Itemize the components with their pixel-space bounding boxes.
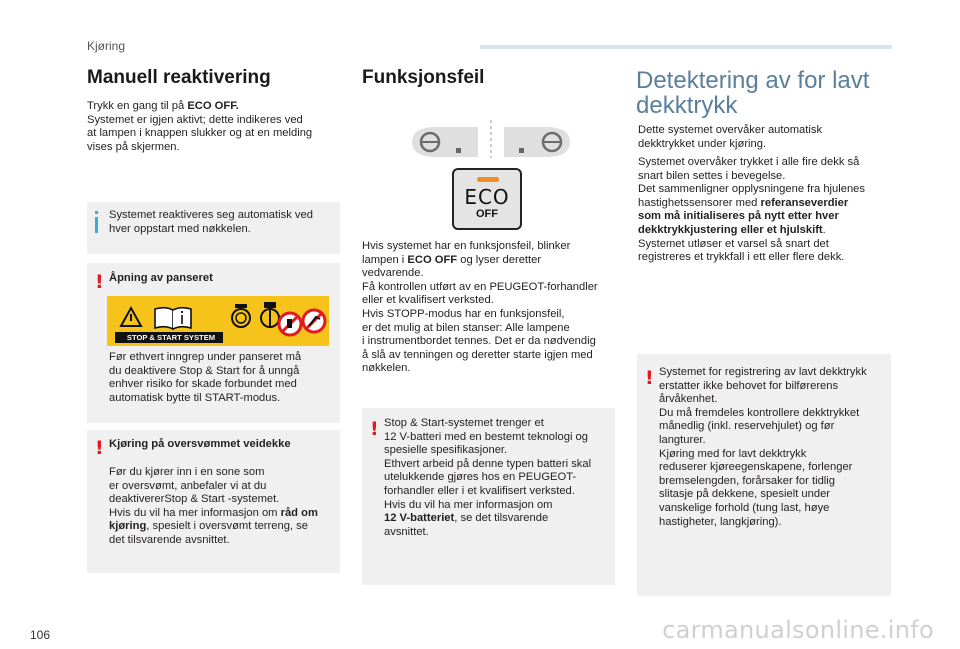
title-line: dekktrykk xyxy=(636,92,738,119)
text-line: det tilsvarende avsnittet. xyxy=(109,533,230,546)
eco-label: ECO xyxy=(464,185,510,209)
stop-start-sticker xyxy=(107,296,329,346)
section-label: Kjøring xyxy=(87,39,126,53)
text-line: avsnittet. xyxy=(384,525,429,538)
text-line xyxy=(109,520,337,534)
text-line: i instrumentbordet tennes. Det er da nødvendig xyxy=(362,335,596,348)
text-line: Før du kjører inn i en sone som xyxy=(109,466,265,478)
text-line: eller et kvalifisert verksted. xyxy=(362,294,494,307)
text-line: automatisk bytte til START-modus. xyxy=(109,391,281,404)
text-line: vises på skjermen. xyxy=(87,140,180,153)
manual-book-icon xyxy=(155,308,173,329)
text-line: slitasje på dekkene, spesielt under xyxy=(659,488,831,501)
button-dot xyxy=(456,148,461,153)
tyre-detection-intro xyxy=(638,124,892,151)
text-line: bremselengden, forårsaker for tidlig xyxy=(659,474,835,487)
text-line: Ethvert arbeid på denne typen batteri skal xyxy=(384,457,592,470)
text-run: Hvis du vil ha mer informasjon om xyxy=(109,506,281,519)
info-icon xyxy=(95,217,98,233)
warning-icon: ! xyxy=(370,418,379,440)
text-line: enhver risiko for skade forbundet med xyxy=(109,378,297,391)
text-line: vanskelige forhold (tung last, høye xyxy=(659,501,830,514)
text-line xyxy=(638,224,892,238)
text-line xyxy=(384,512,612,526)
text-line: Det sammenligner opplysningene fra hjulenes xyxy=(638,183,865,196)
warning-icon: ! xyxy=(95,271,104,293)
warning-box-hood xyxy=(87,263,340,423)
text-line: dekktrykket under kjøring. xyxy=(638,137,767,150)
text-line: registreres et trykkfall i ett eller flere dekk. xyxy=(638,251,845,264)
dashboard-illustration xyxy=(408,118,574,160)
text-line: Systemet utløser et varsel så snart det xyxy=(638,237,829,250)
text-line xyxy=(638,197,892,211)
text-line: månedlig (inkl. reservehjulet) og før xyxy=(659,420,835,433)
text-line: Stop & Start-systemet trenger et xyxy=(384,417,544,429)
belt-icon xyxy=(232,304,250,327)
warning-box-tyre xyxy=(637,354,891,596)
text-line: forhandler eller i et kvalifisert verksted. xyxy=(384,484,575,497)
text-line: hver oppstart med nøkkelen. xyxy=(109,222,251,235)
eco-off-button xyxy=(452,168,522,230)
text-line: du deaktivere Stop & Start for å unngå xyxy=(109,364,300,377)
text-run: , spesielt i oversvømt terreng, se xyxy=(146,520,308,533)
info-box-reactivation xyxy=(87,202,340,254)
text-line: erstatter ikke behovet for bilførerens xyxy=(659,379,839,392)
info-icon-dot xyxy=(95,211,98,214)
bold-run: dekktrykkjustering eller et hjulskift xyxy=(638,223,823,236)
text-line: vedvarende. xyxy=(362,267,424,280)
text-line: 12 V-batteri med en bestemt teknologi og xyxy=(384,430,588,443)
text-line: deaktivererStop & Start -systemet. xyxy=(109,493,280,506)
text-run: lampen i xyxy=(362,253,408,266)
bold-run: referanseverdier xyxy=(760,196,849,209)
title-line: Detektering av for lavt xyxy=(636,67,870,94)
bold-run: ECO OFF xyxy=(407,253,458,266)
bold-run: 12 V-batteriet xyxy=(384,512,455,525)
malfunction-title: Funksjonsfeil xyxy=(362,67,485,88)
flood-warning-title: Kjøring på oversvømmet veidekke xyxy=(109,438,291,450)
off-label: OFF xyxy=(476,208,498,220)
bold-run: kjøring xyxy=(109,520,147,533)
text-line: reduserer kjøreegenskapene, forlenger xyxy=(659,461,853,474)
tyre-detection-title xyxy=(636,68,896,118)
text-run: , se det tilsvarende xyxy=(454,512,549,525)
hood-warning-title: Åpning av panseret xyxy=(109,272,213,284)
bold-run: råd om xyxy=(280,506,318,519)
text-line: utelukkende gjøres hos en PEUGEOT- xyxy=(384,471,577,484)
warning-icon: ! xyxy=(95,437,104,459)
manual-reactivation-text xyxy=(87,100,337,154)
text-line: årvåkenhet. xyxy=(659,393,718,406)
text-line xyxy=(109,507,337,521)
sticker-label: STOP & START SYSTEM xyxy=(126,333,216,342)
text-line xyxy=(638,210,892,224)
text-run: hastighetssensorer med xyxy=(638,196,761,209)
fan-icon xyxy=(261,302,279,328)
text-line: Hvis STOPP-modus har en funksjonsfeil, xyxy=(362,307,565,320)
page-number: 106 xyxy=(30,628,51,642)
text-line: Få kontrollen utført av en PEUGEOT-forhandler xyxy=(362,280,598,293)
watermark[interactable]: carmanualsonline.info xyxy=(662,616,934,644)
text-line: hastigheter, langkjøring). xyxy=(659,515,782,528)
text-run: og lyser deretter xyxy=(457,253,542,266)
info-text xyxy=(109,209,337,236)
text-line: spesielle spesifikasjoner. xyxy=(384,444,508,457)
text-line: nøkkelen. xyxy=(362,362,411,375)
text-line: langturer. xyxy=(659,433,706,446)
bold-run: som må initialiseres på nytt etter hver xyxy=(638,210,839,223)
tyre-detection-text xyxy=(638,156,892,265)
text-line: Du må fremdeles kontrollere dekktrykket xyxy=(659,406,860,419)
text-line: Systemet er igjen aktivt; dette indikeres ved xyxy=(87,113,303,126)
text-line: er oversvømt, anbefaler vi at du xyxy=(109,479,267,492)
text-line xyxy=(87,100,337,114)
text-line: Hvis du vil ha mer informasjon om xyxy=(384,498,553,511)
text-line: Systemet reaktiveres seg automatisk ved xyxy=(109,209,313,221)
bold-run: ECO OFF. xyxy=(187,100,239,112)
battery-warning-text xyxy=(384,417,612,539)
manual-reactivation-title: Manuell reaktivering xyxy=(87,67,271,88)
warning-box-battery xyxy=(362,408,615,585)
text-line: Hvis systemet har en funksjonsfeil, blinker xyxy=(362,240,571,252)
text-line xyxy=(362,254,616,268)
text-line: Systemet for registrering av lavt dekktrykk xyxy=(659,366,867,378)
warning-box-flood xyxy=(87,430,340,573)
text-line: Før ethvert inngrep under panseret må xyxy=(109,351,302,363)
text-line: snart bilen settes i bevegelse. xyxy=(638,169,786,182)
text-line: Systemet overvåker trykket i alle fire dekk så xyxy=(638,156,860,168)
text-line: Kjøring med for lavt dekktrykk xyxy=(659,447,807,460)
no-hand-icon-2 xyxy=(303,310,325,332)
flood-warning-text xyxy=(109,466,337,548)
text-run: . xyxy=(822,223,826,236)
text-line: er det mulig at bilen stanser: Alle lampene xyxy=(362,321,570,334)
text-line: Dette systemet overvåker automatisk xyxy=(638,124,823,136)
eco-off-lamp xyxy=(477,177,499,182)
header-bar xyxy=(480,45,892,49)
button-dot xyxy=(519,148,524,153)
text-line: at lampen i knappen slukker og at en melding xyxy=(87,127,313,140)
tyre-warning-text xyxy=(659,366,889,529)
no-hand-icon xyxy=(279,313,301,335)
hood-warning-text xyxy=(109,351,337,405)
malfunction-text xyxy=(362,240,616,376)
text-line: å slå av tenningen og deretter starte igjen med xyxy=(362,348,593,361)
text-run: Trykk en gang til på xyxy=(87,100,188,112)
warning-icon: ! xyxy=(645,367,654,389)
